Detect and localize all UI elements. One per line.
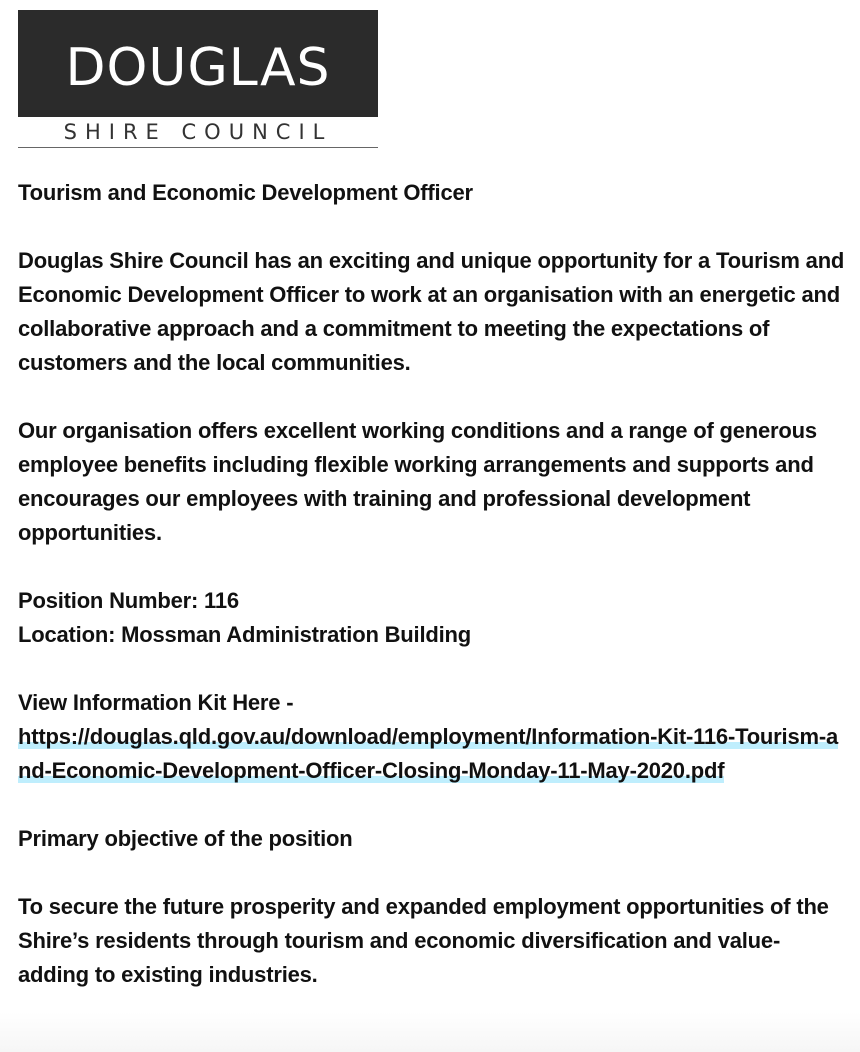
info-kit-link[interactable]: https://douglas.qld.gov.au/download/employment/Information-Kit-116-Tourism-and-Economic-Development-Officer-Closing-Monday-11-May-2020.pdf — [18, 724, 839, 783]
benefits-paragraph: Our organisation offers excellent working conditions and a range of generous employee benefits including flexible working arrangements and supports and encourages our employees with training and professional development opportunities. — [18, 418, 817, 545]
logo-subtitle: SHIRE COUNCIL — [63, 120, 333, 144]
objective-heading: Primary objective of the position — [18, 826, 353, 851]
location: Location: Mossman Administration Building — [18, 622, 471, 647]
logo-divider — [18, 147, 378, 148]
job-description — [18, 176, 848, 992]
position-details — [18, 584, 848, 652]
info-kit-label: View Information Kit Here - — [18, 690, 294, 715]
job-title: Tourism and Economic Development Officer — [18, 180, 473, 205]
position-number: Position Number: 116 — [18, 588, 239, 613]
intro-paragraph: Douglas Shire Council has an exciting and unique opportunity for a Tourism and Economic Development Officer to work at an organisation with an energetic and collaborative approach and a commitment to meeting the expectations of customers and the local communities. — [18, 248, 845, 375]
logo-block — [18, 10, 378, 117]
douglas-shire-council-logo — [18, 10, 378, 150]
logo-title: DOUGLAS — [65, 37, 331, 98]
info-kit — [18, 686, 848, 788]
document-page — [18, 10, 848, 1026]
objective-text: To secure the future prosperity and expanded employment opportunities of the Shire’s residents through tourism and economic diversification and value-adding to existing industries. — [18, 894, 829, 987]
